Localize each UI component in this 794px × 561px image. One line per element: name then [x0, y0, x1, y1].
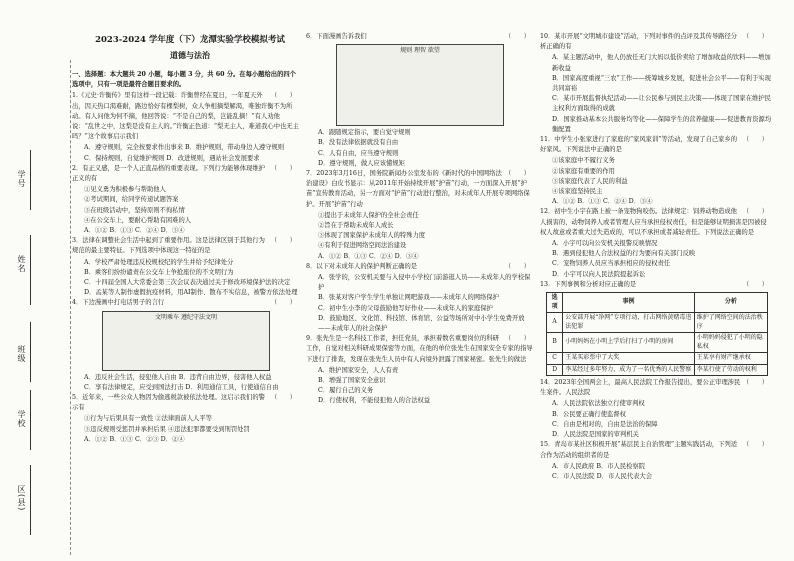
question-stem: 6．下面漫画告诉我们 [306, 33, 367, 40]
answer-option[interactable]: B．公民要正确行使监督权 [552, 410, 626, 418]
table-header: 事例 [563, 293, 695, 313]
table-cell: 小明妈妈在小明上学后打扫了小明的房间 [563, 333, 695, 353]
name-label: 姓名 [17, 255, 26, 273]
answer-option[interactable]: ①见义勇为积极参与帮助他人 [84, 186, 166, 194]
answer-option[interactable]: ①提出于未成年人保护的全社会责任 [318, 211, 419, 219]
question-stem: 11．中学生小张家进行了家庭的“家风家训”等活动，发现了自己家乡的好家风。下列说法中正确的是 [540, 136, 738, 154]
answer-option[interactable]: A．跟随规定指示，要自觉守规则 [318, 129, 411, 137]
answer-blank[interactable]: （ ） [270, 394, 296, 402]
answer-option[interactable]: B．没有法律依据就没有自由 [318, 139, 399, 147]
question [306, 262, 534, 272]
answer-option[interactable]: ①行为与后果具有一致性 ②法律面前人人平等 [84, 415, 212, 423]
answer-option[interactable]: A．张学的，公安机关要与入侵中小学校门前游逛人员——未成年人的学校保护 [318, 274, 531, 292]
question-stem: 9．张先生是一名科技工作者，担任党员，承担着数名重要岗位的科研工作，自觉对相关科研成果保密等方面，在他的单位张先生在国家安全专家的指导下进行了排查，发现在张先生人员中有人向境外泄露了国家秘密。张先生的做法 [306, 335, 533, 363]
answer-option[interactable]: C．市人民法院 D．市人民代表大会 [552, 472, 653, 480]
question-stem: 4．下边漫画中打电话男子的言行 [72, 299, 165, 307]
question-stem: 10．某市开展“文明城市建设”活动，下列对事件的点评及其传导路径分析正确的有 [540, 33, 738, 51]
question [306, 32, 534, 42]
answer-option[interactable]: C．十四届全国人大常委会第三次会议表决通过关于修改环境保护法的决定 [84, 279, 291, 287]
table-cell: 公安部开展“净网”专项行动，打击网络黄赌毒违法犯罪 [563, 313, 695, 333]
answer-option[interactable]: C．保持规则，自觉维护规则 D．改进规则，遇站社会发展要求 [84, 154, 260, 162]
answer-option[interactable]: A．某主题活动中，他人仍放任无门大妈以低价卖给了增加收益的饮料——增加新收益 [552, 54, 771, 72]
question-stem: 7．2023年3月16日，国务院新闻办公室发布的《新时代的中国网络法治建设》白皮书显示：从2011年开始持续开展“护苗”行动，一方面深入开展“护苗”宣传教育活动，另一方面对“护苗”行动进行整治，对未成年人开展专项网络保护。开展“护苗”行动 [306, 170, 530, 208]
illustration-image [102, 311, 270, 371]
question [306, 169, 534, 210]
table-row [547, 364, 768, 376]
table-cell: 李某行使了劳动的权利 [694, 364, 767, 376]
question [72, 393, 300, 413]
question [540, 378, 772, 398]
question-stem: 2．有正义感，是一个人正直品格的重要表现。下列行为能够体现维护正义的有 [72, 164, 265, 183]
question-stem: 12．初中生小宇在路上被一条宠物狗咬伤。法律规定：饲养动物造成他人损害的，动物饲养人或者管理人应当承担侵权责任，但是能够证明损害是因被侵权人故意或者重大过失造成的，可以不承担或者减轻责任。下列说法正确的是 [540, 208, 767, 236]
answer-blank[interactable]: （ ） [742, 441, 768, 449]
answer-option[interactable]: ③违反规则受惩罚并承担后果 ④违法犯罪都要受到刑罚处罚 [84, 425, 250, 433]
school-line[interactable] [30, 390, 31, 450]
class-line[interactable] [30, 322, 31, 382]
answer-blank[interactable]: （ ） [742, 136, 768, 144]
answer-option[interactable]: D．遵守规则，做人应该懂规矩 [318, 159, 405, 167]
answer-blank[interactable]: （ ） [742, 33, 768, 40]
answer-option[interactable]: A．①② B．①③ C．②④ D．③④ [552, 198, 653, 206]
answer-option[interactable]: C．享有法律规定，应受到国法打击 D．利用通信工具，行使通信自由 [84, 383, 279, 391]
school-label: 学校 [17, 410, 26, 428]
answer-blank[interactable]: （ ） [504, 170, 530, 178]
question [540, 207, 772, 238]
answer-option[interactable]: D．国家推动基本公共服务均等化——保障学生的营养健康——促进教育资源均衡配置 [552, 115, 772, 133]
table-row [547, 333, 768, 353]
question-table [546, 292, 768, 376]
question-stem: 13．下列事例和分析对应正确的是 [540, 280, 637, 288]
question [540, 440, 772, 460]
student-id-label: 学号 [17, 170, 26, 188]
answer-option[interactable]: ④该家庭坚持民主 [552, 188, 603, 196]
question [72, 298, 300, 308]
column-3 [540, 32, 772, 482]
illustration-caption: 规则 理智 欲望 [400, 47, 440, 55]
table-cell: A [547, 313, 563, 333]
question-stem: 5．近年来，一些公众人物因为偷逃税款被依法处理。这启示我们的警示有 [72, 394, 265, 412]
table-cell: 维护了网络空间的法治秩序 [694, 313, 767, 333]
answer-option[interactable]: ③在班级活动中，坚持原则不徇私情 [84, 206, 185, 214]
exam-title: 2023-2024 学年度（下）龙潭实验学校模拟考试 [95, 35, 285, 45]
answer-blank[interactable]: （ ） [270, 92, 296, 100]
binding-strip [12, 60, 71, 555]
answer-blank[interactable]: （ ） [742, 379, 768, 387]
answer-blank[interactable]: （ ） [504, 335, 530, 343]
table-cell: C [547, 353, 563, 365]
answer-option[interactable]: ③该家庭代表了人民的利益 [552, 177, 628, 185]
class-label: 班级 [17, 345, 26, 363]
column-1 [72, 70, 300, 445]
answer-option[interactable]: A．人民法院依法独立行使审判权 [552, 400, 645, 408]
answer-option[interactable]: ③体现了国家保护未成年人的特殊力度 [318, 232, 426, 240]
table-cell: B [547, 333, 563, 353]
answer-option[interactable]: A．违反社会生活，侵犯他人自由 B．违背自由边界，侵害他人权益 [84, 373, 272, 381]
answer-option[interactable]: B．乘客们纷纷谴责在公交车上争抢座位的不文明行为 [84, 268, 234, 276]
question [72, 164, 300, 184]
answer-option[interactable]: C．自由是相对的，自由是法治的保障 [552, 420, 658, 428]
column-2-questions [306, 32, 534, 407]
question [540, 135, 772, 155]
question-stem: 14．2023年全国两会上，最高人民法院工作报告提出，要公正审理涉民生案件。人民法院 [540, 379, 741, 397]
answer-blank[interactable]: （ ） [504, 262, 530, 270]
question [306, 334, 534, 365]
question-stem: 3．法律在调整社会生活中起到了重要作用。这是法律区别于其他行为规范的最主要特征。下列选项中体现这一特征的是 [72, 237, 265, 255]
student-id-line[interactable] [30, 150, 31, 210]
answer-option[interactable]: ②该家庭有重要的作用 [552, 167, 615, 175]
exam-subject: 道德与法治 [170, 50, 210, 60]
column-2 [306, 32, 534, 407]
answer-option[interactable]: B．张某对客户学生学生单独让网吧游戏——未成年人的网络保护 [318, 294, 499, 302]
answer-option[interactable]: ②考试期间，给同学传递试题答案 [84, 196, 179, 204]
answer-option[interactable]: C．某市开展监督执纪活动——让公民参与到民主决策——体现了国家在维护民主权利方面取得的成就 [552, 95, 771, 113]
answer-option[interactable]: C．履行自己的义务 [318, 387, 374, 395]
question [540, 32, 772, 52]
answer-option[interactable]: A．小宇可以向公安机关报警反映情况 [552, 240, 658, 248]
table-row [547, 313, 768, 333]
answer-blank[interactable]: （ ） [742, 208, 768, 216]
answer-option[interactable]: B．增强了国家安全意识 [318, 377, 386, 385]
district-line[interactable] [30, 465, 31, 535]
table-row [547, 353, 768, 365]
answer-blank[interactable]: （ ） [270, 237, 296, 245]
answer-blank[interactable]: （ ） [504, 33, 530, 40]
section-heading: 一、选择题：本大题共 20 小题，每小题 3 分，共 60 分。在每小题给出的四个选项中，只有一项是最符合题目要求的。 [72, 71, 296, 89]
column-3-questions [540, 32, 772, 482]
table-header: 分析 [694, 293, 767, 313]
column-1-questions [72, 91, 300, 445]
answer-option[interactable]: A．学校严肃处理违反校规校纪的学生并给予纪律处分 [84, 258, 234, 266]
answer-option[interactable]: A．市人民政府 B．市人民检察院 [552, 462, 646, 470]
answer-option[interactable]: B．国家高度重视“三农”工作——统筹城乡发展，促进社会公平——有利于实现共同富裕 [552, 74, 771, 93]
name-line[interactable] [30, 235, 31, 305]
question-stem: 1.《元史·许衡传》里有这样一段记载：许衡曾经在夏日，一年夏天外出，因天热口渴难耐，路边恰好有棵梨树，众人争相摘梨解渴，唯独许衡不为所动。有人问他为何不摘，他回答说：“不是自己的梨，岂能乱摘！”有人劝他说：“乱世之中，这梨是没有主人的。”许衡正色道：“梨无主人，难道我心中也无主吗？”这个故事启示我们 [72, 92, 299, 141]
answer-option[interactable]: A．遵守规则，完全按要求作出事来 B．维护规则，带动身边人遵守规则 [84, 144, 285, 152]
answer-blank[interactable]: （ ） [270, 164, 296, 172]
table-cell: 王某买彩票中了大奖 [563, 353, 695, 365]
answer-option[interactable]: D．人民法院是国家的审判机关 [552, 431, 639, 439]
question [540, 280, 772, 290]
answer-option[interactable]: C．初中生小李的父母鼓励他写好作业——未成年人的家庭保护 [318, 304, 493, 312]
question-stem: 15．青岛市某社区积极开展“基层民主自治管理”主题实践活动，下列适合作为活动的组织者的是 [540, 441, 738, 459]
answer-option[interactable]: ①该家庭中不履行义务 [552, 157, 615, 165]
answer-option[interactable]: A．①② B．①③ C．②③ D．②④ [84, 435, 185, 443]
answer-option[interactable]: C．人有自由，应当遵守规则 [318, 149, 399, 157]
answer-option[interactable]: A．维护国家安全，人人有责 [318, 366, 399, 374]
table-cell: 小明妈妈侵犯了小明的隐私权 [694, 333, 767, 353]
table-cell: D [547, 364, 563, 376]
question [72, 236, 300, 256]
answer-option[interactable]: D．小宇可以向人民法院提起诉讼 [552, 270, 646, 278]
table-cell: 李某经过多年努力，成为了一名优秀的人民警察 [563, 364, 695, 376]
answer-option[interactable]: C．宠物饲养人员应当承担相应的侵权责任 [552, 260, 671, 268]
district-label: 区(县) [17, 485, 26, 512]
answer-option[interactable]: ④在公交车上，要耐心帮助有困难的人 [84, 216, 192, 224]
illustration-caption: 文明乘车 遵纪守法文明 [155, 313, 217, 321]
table-header: 选项 [547, 293, 563, 313]
question-stem: 8．以下对未成年人的保护判断正确的是 [306, 262, 418, 270]
answer-blank[interactable]: （ ） [742, 280, 768, 288]
answer-blank[interactable]: （ ） [270, 299, 296, 307]
question [72, 91, 300, 142]
answer-option[interactable]: D．孟某等人制作虚假抗疫材料，用AI制作、散布不实信息，被警方依法处理 [84, 289, 298, 297]
answer-option[interactable]: A．①② B．①③ C．②④ D．③④ [84, 227, 185, 235]
answer-option[interactable]: B．遇到侵犯他人合法权益的行为要向有关部门反映 [552, 250, 696, 258]
answer-option[interactable]: A．①② B．①③ C．②④ D．③④ [318, 252, 419, 260]
answer-option[interactable]: D．鼓励地区、文化馆、科技馆、体育馆、公益等场所对中小学生免费开放——未成年人的社会保护 [318, 314, 525, 333]
answer-option[interactable]: ②旨在于帮助未成年人成长 [318, 222, 394, 230]
illustration-image [336, 44, 504, 126]
answer-option[interactable]: ④有利于促进网络空间法治建设 [318, 242, 407, 250]
answer-option[interactable]: D．行使权利，不能侵犯他人的合法权益 [318, 397, 431, 405]
table-cell: 王某享有财产继承权 [694, 353, 767, 365]
